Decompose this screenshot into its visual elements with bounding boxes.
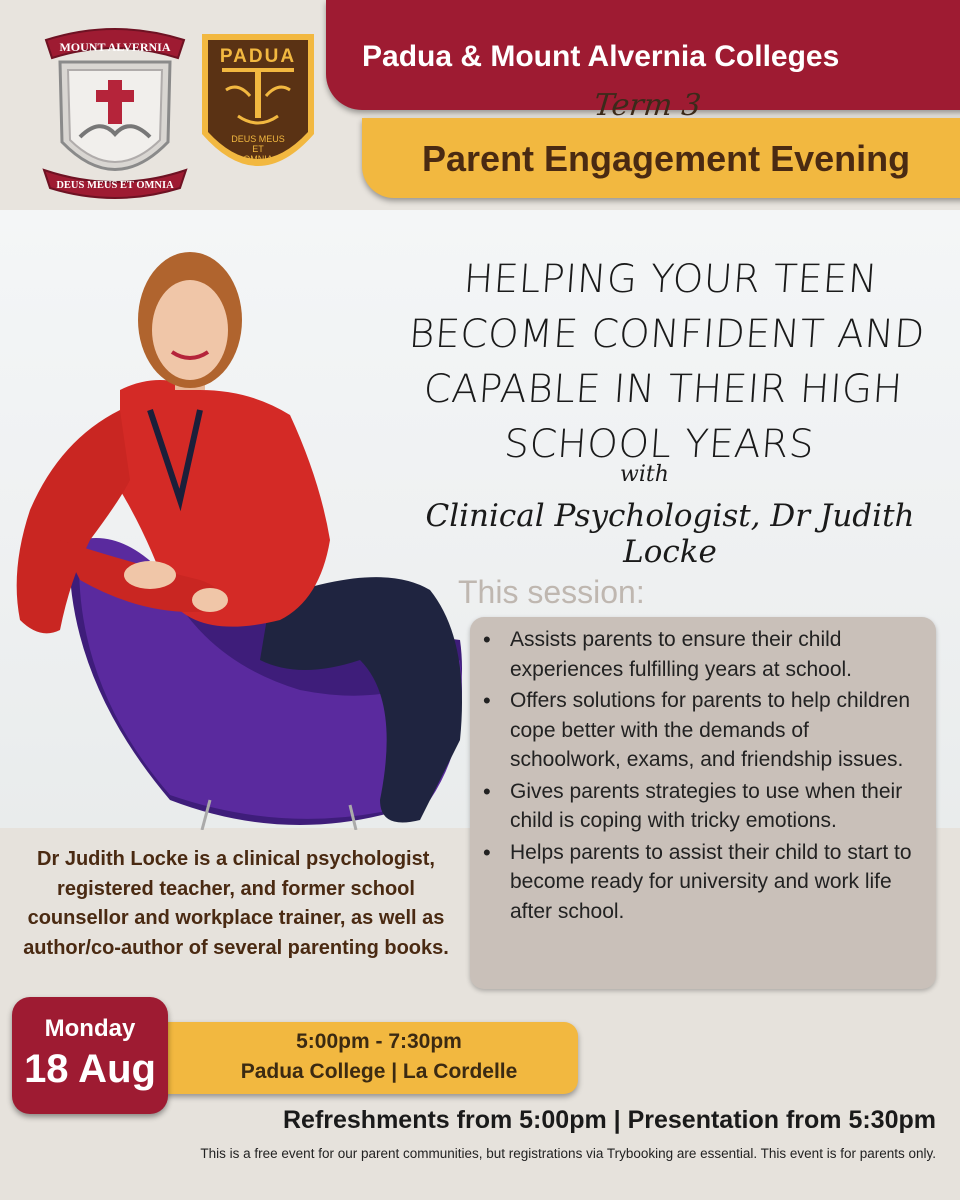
mount-alvernia-motto-text: DEUS MEUS ET OMNIA [56,180,174,191]
session-point: • Assists parents to ensure their child experiences fulfilling years at school. [510,625,922,684]
headline-line-3: CAPABLE IN THEIR HIGH [422,367,904,412]
presenter-name: Clinical Psychologist, Dr Judith Locke [425,498,915,570]
presenter-bio: Dr Judith Locke is a clinical psychologist, registered teacher, and former school counsellor and workplace trainer, as well as author/co-author of several parenting books. [23,848,449,959]
event-date: 18 Aug [24,1047,156,1091]
header-area [0,0,960,210]
padua-logo-name: PADUA [219,46,297,67]
term-label: Term 3 [592,88,703,123]
session-points-panel [470,617,936,989]
event-title: Parent Engagement Evening [422,138,911,179]
padua-motto-line1: DEUS MEUS [231,134,285,144]
session-points-list [470,617,936,926]
mount-alvernia-crest-logo [40,22,190,202]
event-time: 5:00pm - 7:30pm [296,1030,462,1053]
mount-alvernia-logo-text: MOUNT ALVERNIA [59,40,171,54]
with-label: with [620,462,669,487]
event-day-of-week: Monday [44,1015,136,1042]
padua-motto-line2: ET [252,144,264,154]
headline [372,252,957,472]
session-point: • Gives parents strategies to use when their child is coping with tricky emotions. [510,777,922,836]
refreshments-info: Refreshments from 5:00pm | Presentation from 5:30pm [282,1106,936,1134]
padua-motto-line3: OMNIA [243,154,273,164]
headline-line-2: BECOME CONFIDENT AND [407,312,927,357]
time-venue-banner [150,1022,578,1094]
headline-line-4: SCHOOL YEARS [502,422,816,467]
event-venue: Padua College | La Cordelle [240,1060,518,1083]
session-point: • Helps parents to assist their child to start to become ready for university and work life after school. [510,838,922,927]
session-heading: This session: [458,574,645,610]
date-badge [12,997,168,1114]
padua-crest-logo [198,30,318,192]
registration-footnote: This is a free event for our parent communities, but registrations via Trybooking are essential. This event is for parents only. [200,1146,936,1161]
event-banner [362,118,960,198]
session-point: • Offers solutions for parents to help children cope better with the demands of schoolwork, exams, and friendship issues. [510,686,922,775]
headline-line-1: HELPING YOUR TEEN [462,257,880,302]
colleges-title: Padua & Mount Alvernia Colleges [362,40,840,73]
